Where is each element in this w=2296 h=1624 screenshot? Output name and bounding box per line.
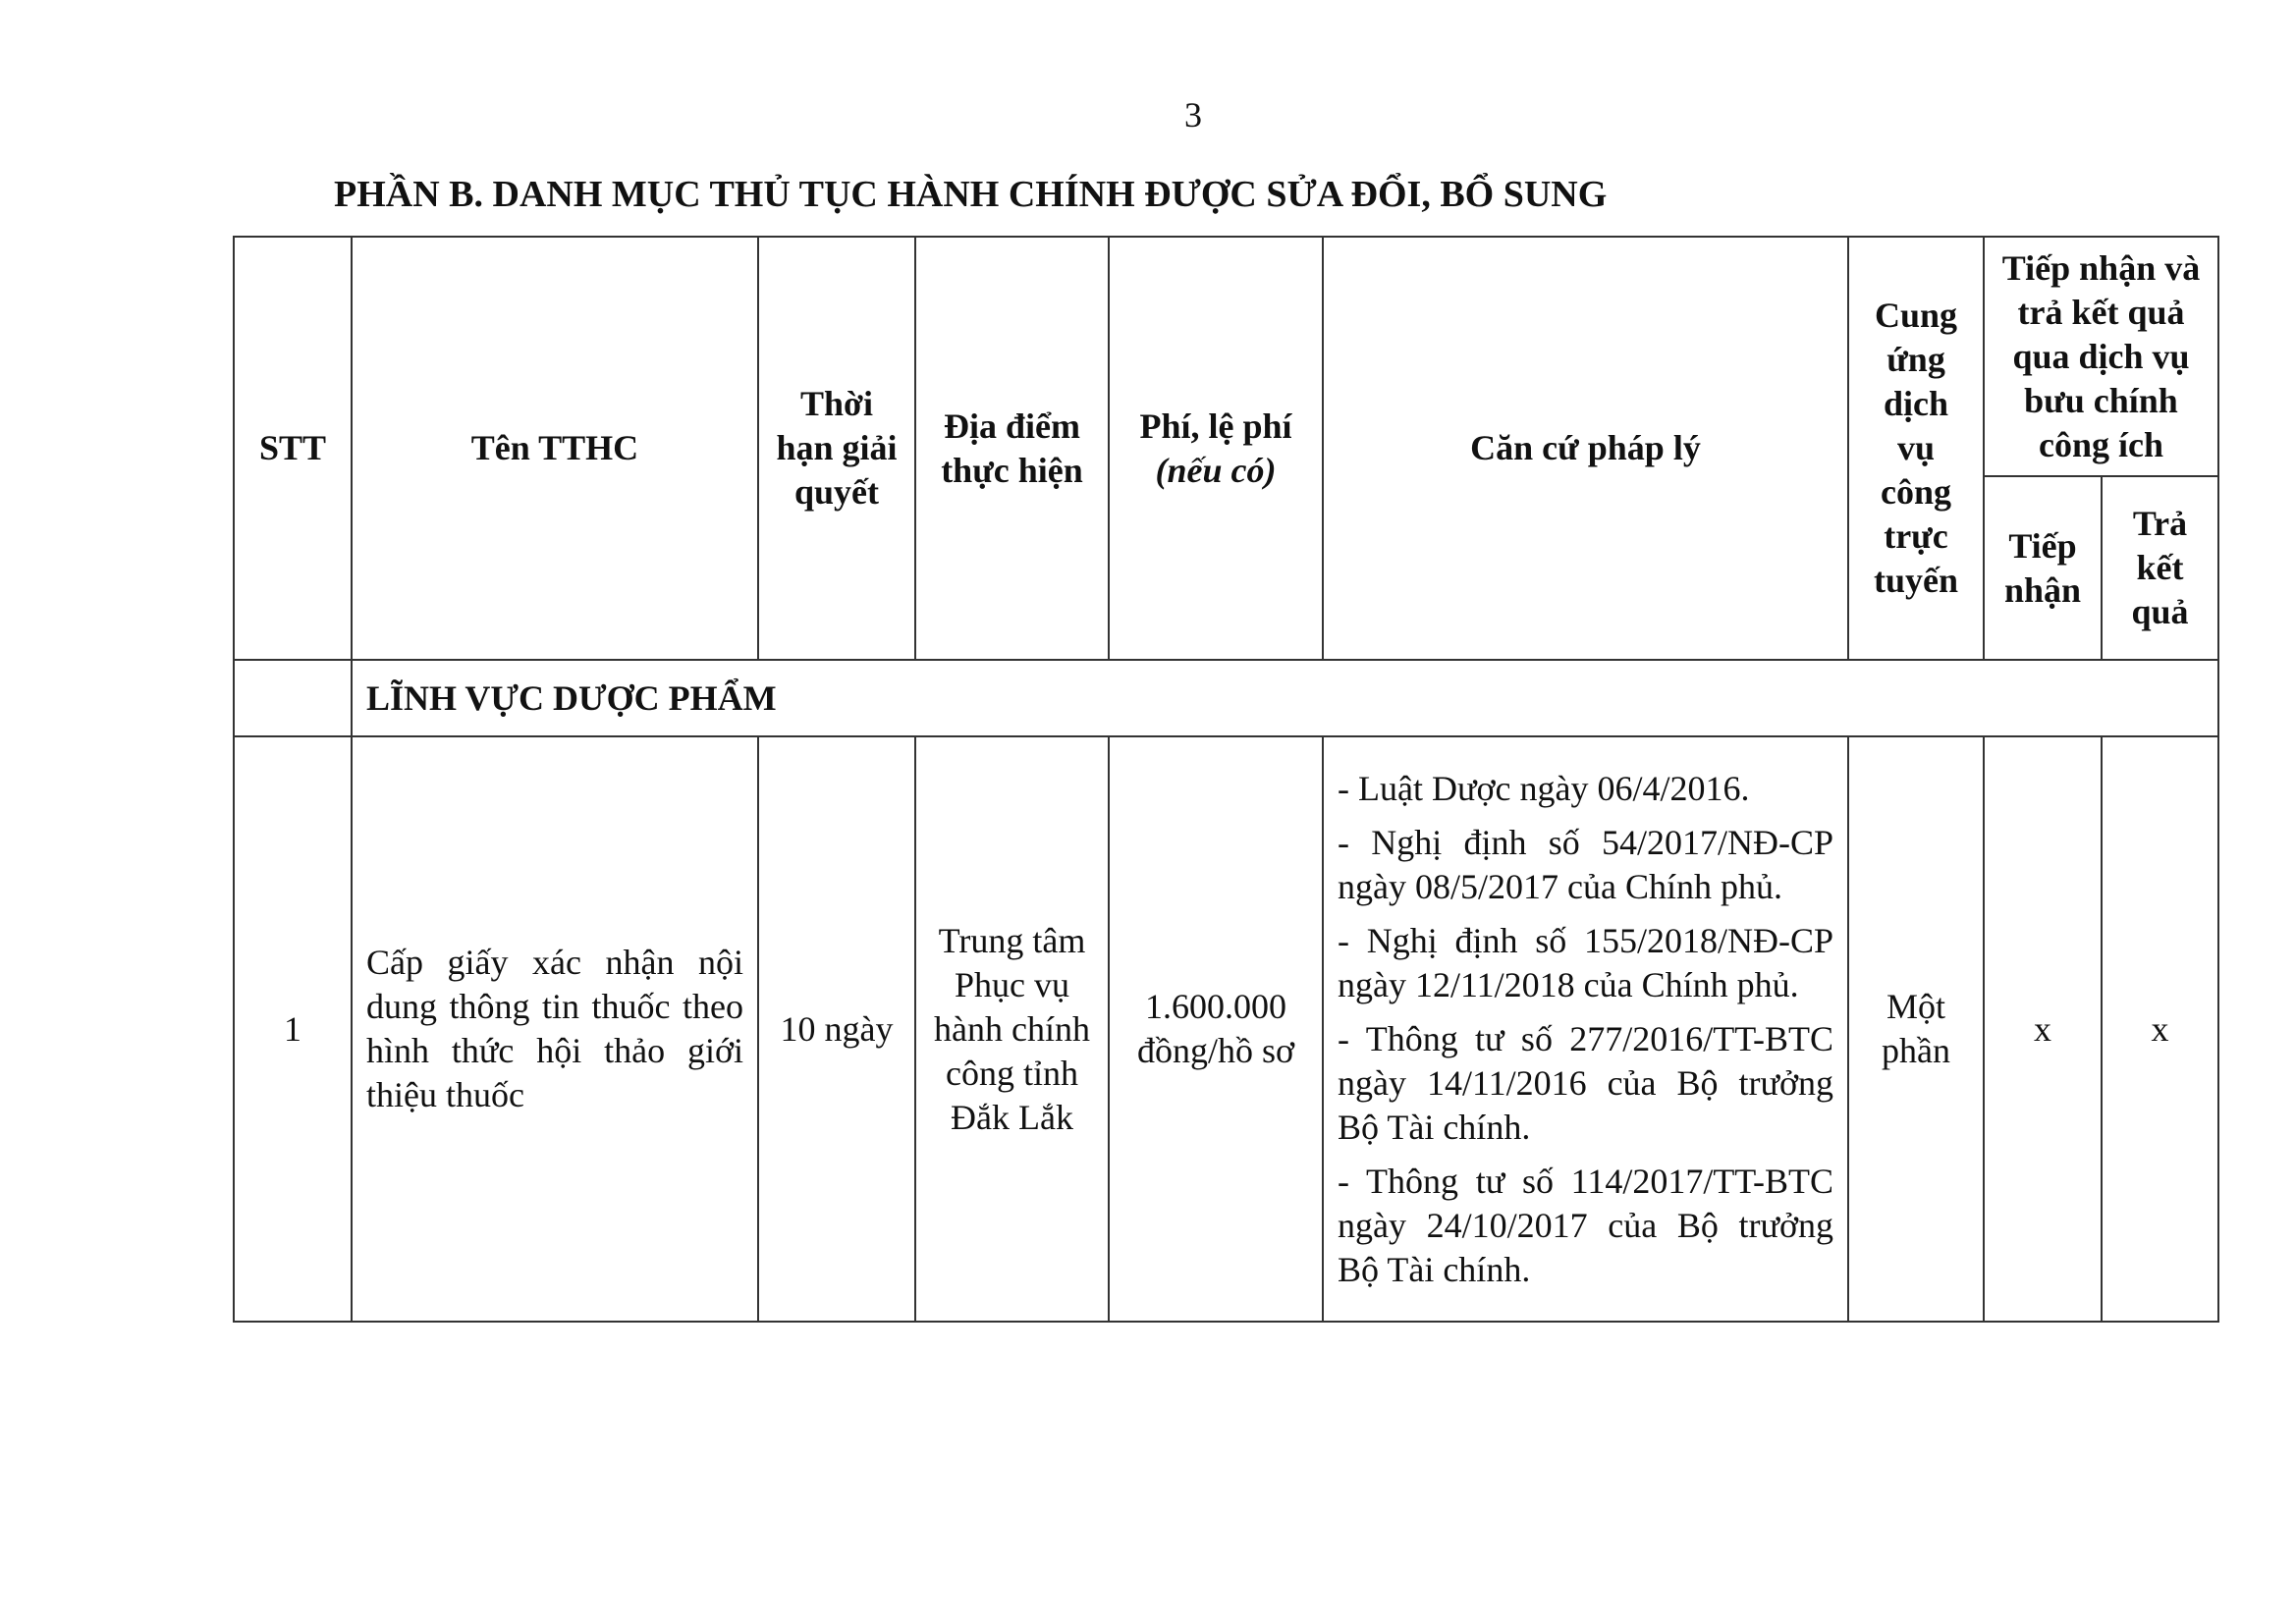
header-legal-basis: Căn cứ pháp lý [1323, 237, 1848, 660]
field-row-stt [234, 660, 352, 736]
row-postal-return: x [2102, 736, 2218, 1322]
table-row [234, 736, 2218, 1322]
section-title: PHẦN B. DANH MỤC THỦ TỤC HÀNH CHÍNH ĐƯỢC SỬA ĐỔI, BỔ SUNG [334, 174, 1608, 215]
header-fee-label: Phí, lệ phí [1139, 406, 1292, 446]
header-postal-receive: Tiếp nhận [1984, 476, 2102, 660]
page-number: 3 [1184, 95, 1202, 135]
row-fee: 1.600.000 đồng/hồ sơ [1109, 736, 1323, 1322]
field-row [234, 660, 2218, 736]
field-title: LĨNH VỰC DƯỢC PHẨM [352, 660, 2218, 736]
row-postal-receive: x [1984, 736, 2102, 1322]
legal-basis-item: - Nghị định số 155/2018/NĐ-CP ngày 12/11/2018 của Chính phủ. [1338, 920, 1833, 1004]
header-fee-note: (nếu có) [1155, 450, 1277, 490]
row-stt: 1 [234, 736, 352, 1322]
legal-basis-item: - Nghị định số 54/2017/NĐ-CP ngày 08/5/2017 của Chính phủ. [1338, 822, 1833, 906]
row-location: Trung tâm Phục vụ hành chính công tỉnh Đắk Lắk [915, 736, 1109, 1322]
header-fee [1109, 237, 1323, 660]
legal-basis-item: - Thông tư số 277/2016/TT-BTC ngày 14/11/2016 của Bộ trưởng Bộ Tài chính. [1338, 1018, 1833, 1147]
row-legal-basis [1323, 736, 1848, 1322]
header-postal-return: Trả kết quả [2102, 476, 2218, 660]
header-stt: STT [234, 237, 352, 660]
header-online: Cung ứng dịch vụ công trực tuyến [1848, 237, 1984, 660]
row-duration: 10 ngày [758, 736, 915, 1322]
legal-basis-item: - Luật Dược ngày 06/4/2016. [1338, 768, 1750, 808]
header-location: Địa điểm thực hiện [915, 237, 1109, 660]
header-postal: Tiếp nhận và trả kết quả qua dịch vụ bưu chính công ích [1984, 237, 2218, 476]
row-online: Một phần [1848, 736, 1984, 1322]
header-duration: Thời hạn giải quyết [758, 237, 915, 660]
procedures-table [233, 236, 2219, 1323]
header-name: Tên TTHC [352, 237, 758, 660]
legal-basis-item: - Thông tư số 114/2017/TT-BTC ngày 24/10/2017 của Bộ trưởng Bộ Tài chính. [1338, 1161, 1833, 1289]
row-name: Cấp giấy xác nhận nội dung thông tin thuốc theo hình thức hội thảo giới thiệu thuốc [352, 736, 758, 1322]
